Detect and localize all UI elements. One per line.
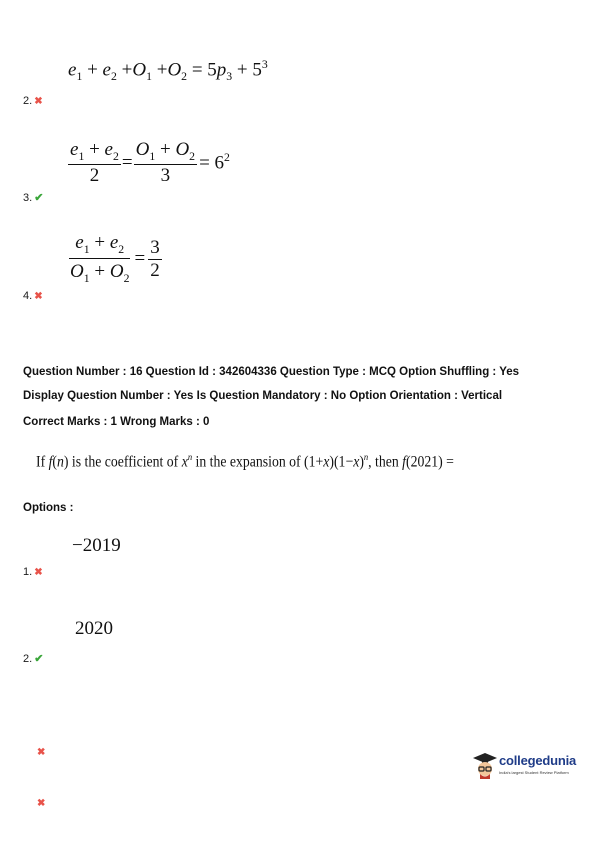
equation-option-2: $e_1 + e_2 +O_1 +O_2 = 5p_3 + 5^3$ (68, 58, 268, 84)
option-1-value: −2019 (72, 535, 121, 556)
cross-icon: ✖ (34, 291, 43, 302)
option-row-3 (23, 188, 43, 206)
check-icon: ✔ (34, 653, 44, 665)
equation-option-4: $\frac{e_1 + e_2}{O_1 + O_2}$ = $\frac{3}{2}$ (70, 232, 160, 285)
option-row-4 (23, 286, 43, 304)
question-meta-line-2: Display Question Number : Yes Is Question Mandatory : No Option Orientation : Vertical (23, 390, 503, 402)
cross-icon: ✖ (37, 747, 46, 758)
brand-logo (470, 750, 585, 782)
question-text-then: , then (368, 453, 399, 471)
option-number: 4. (23, 290, 33, 302)
equation-option-3: $\frac{e_1 + e_2}{2}$ = $\frac{O_1 + O_2}{3}$ = $6^2$ (70, 139, 230, 187)
option-row-3b (35, 742, 45, 760)
option-number: 3. (23, 192, 33, 204)
option-number: 2. (23, 653, 33, 665)
option-2-value: 2020 (75, 618, 113, 639)
question-text-mid1: is the coefficient of (71, 453, 179, 471)
check-icon: ✔ (34, 192, 44, 204)
question-text-mid2: in the expansion of (195, 453, 301, 471)
option-row-1 (23, 562, 43, 580)
question-meta-line-1: Question Number : 16 Question Id : 342604336 Question Type : MCQ Option Shuffling : Yes (23, 366, 520, 378)
brand-tagline: India's largest Student Review Platform (499, 770, 569, 775)
graduate-icon (470, 750, 500, 780)
options-label: Options : (23, 502, 74, 514)
question-meta-line-3: Correct Marks : 1 Wrong Marks : 0 (23, 416, 210, 428)
cross-icon: ✖ (34, 567, 43, 578)
option-number: 2. (23, 95, 33, 107)
option-row-2b (23, 649, 43, 667)
cross-icon: ✖ (34, 96, 43, 107)
option-row-2 (23, 91, 43, 109)
brand-name: collegedunia (499, 753, 577, 768)
question-text-if: If (36, 453, 46, 471)
cross-icon: ✖ (37, 798, 46, 809)
question-text: If f(n) is the coefficient of $x^n$ in the expansion of $(1+x)(1-x)^n$, then f(2021) = (36, 452, 454, 471)
option-row-4b (35, 793, 45, 811)
option-number: 1. (23, 566, 33, 578)
